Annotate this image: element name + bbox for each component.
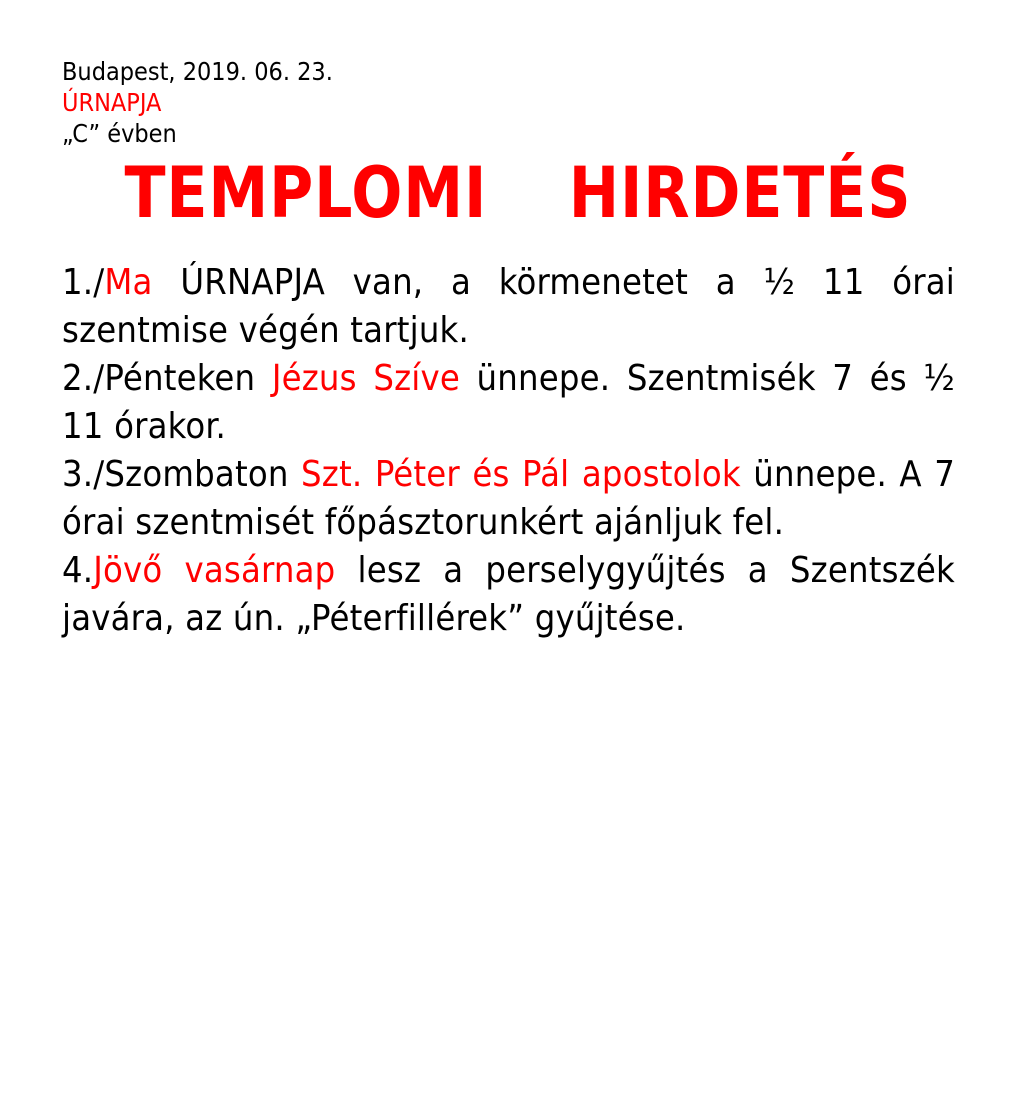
announcement-item-2 xyxy=(62,355,955,451)
place-date: Budapest, 2019. 06. 23. xyxy=(62,57,333,86)
item-text: ÚRNAPJA van, a körmenetet a ½ 11 órai szentmise végén tartjuk. xyxy=(62,262,955,351)
page-title: TEMPLOMI HIRDETÉS xyxy=(124,152,912,234)
item-highlight: Jövő vasárnap xyxy=(93,550,336,591)
announcement-item-1 xyxy=(62,259,955,355)
item-number: 1./ xyxy=(62,262,105,303)
announcement-list xyxy=(62,259,955,643)
item-number: 4. xyxy=(62,550,94,591)
feast-name: ÚRNAPJA xyxy=(62,88,162,117)
item-number: 2./ xyxy=(62,358,105,399)
announcement-page xyxy=(62,56,955,643)
item-number: 3./ xyxy=(62,454,105,495)
announcement-item-4 xyxy=(62,547,955,643)
item-text: lesz a perselygyűjtés a Szentszék javára, az ún. „Péterfillérek” gyűjtése. xyxy=(62,550,955,639)
liturgical-year: „C” évben xyxy=(62,119,177,148)
item-prefix: Pénteken xyxy=(104,358,272,399)
item-highlight: Ma xyxy=(104,262,153,303)
item-highlight: Szt. Péter és Pál apostolok xyxy=(301,454,741,495)
item-prefix: Szombaton xyxy=(104,454,302,495)
item-highlight: Jézus Szíve xyxy=(271,358,460,399)
item-text: ünnepe. A 7 órai szentmisét főpásztorunkért ajánljuk fel. xyxy=(62,454,956,543)
announcement-item-3 xyxy=(62,451,955,547)
item-text: ünnepe. Szentmisék 7 és ½ 11 órakor. xyxy=(62,358,955,447)
